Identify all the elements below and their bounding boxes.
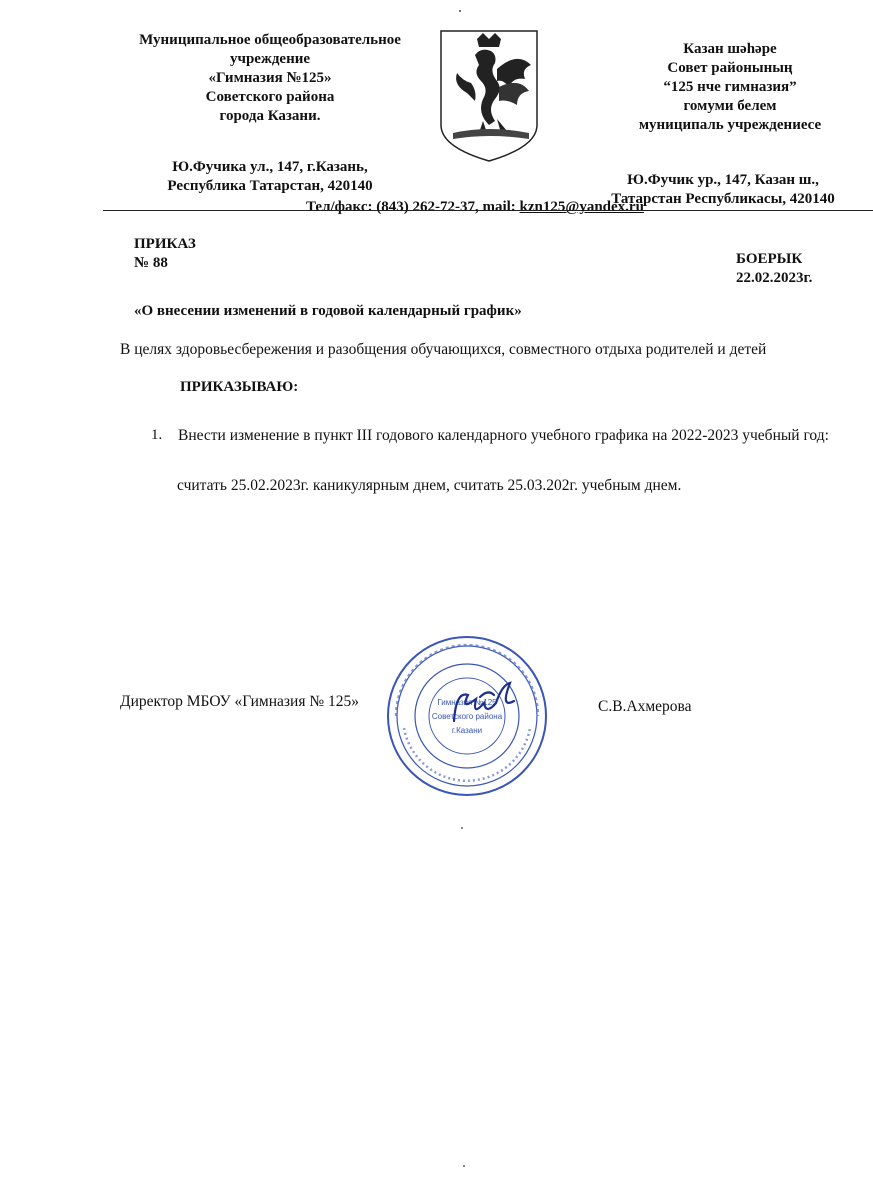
coat-of-arms-emblem: [437, 29, 545, 163]
order-preamble: В целях здоровьесбережения и разобщения обучающихся, совместного отдыха родителей и детей: [120, 341, 767, 358]
order-number: № 88: [134, 255, 168, 271]
left-org-block: [103, 31, 437, 126]
right-org-line: муниципаль учреждениесе: [638, 117, 822, 133]
order-title-tatar: БОЕРЫК: [736, 251, 803, 267]
contact-phone-fax: Тел/факс: (843) 262-72-37, mail:: [306, 199, 520, 215]
right-address-line: Ю.Фучик ур., 147, Казан ш.,: [627, 172, 819, 188]
stamp-line: Гимназия №125: [437, 698, 497, 707]
order-directive: ПРИКАЗЫВАЮ:: [180, 379, 299, 395]
scan-speck: [461, 827, 463, 829]
contact-email-link[interactable]: kzn125@yandex.ru: [519, 199, 644, 215]
round-stamp-icon: [384, 633, 550, 799]
left-org-line: Муниципальное общеобразовательное: [139, 32, 401, 48]
left-org-line: города Казани.: [219, 108, 321, 124]
list-item-text: Внести изменение в пункт III годового календарного учебного графика на 2022-2023 учебный год:: [178, 427, 829, 444]
right-address-line: Татарстан Республикасы, 420140: [611, 191, 835, 207]
scan-speck: [459, 10, 461, 12]
left-address-line: Ю.Фучика ул., 147, г.Казань,: [172, 159, 368, 175]
scan-speck: [463, 1165, 465, 1167]
contact-line: [306, 198, 644, 217]
right-org-line: гомуми белем: [683, 98, 777, 114]
order-date: 22.02.2023г.: [736, 270, 813, 286]
right-org-block: [580, 40, 873, 135]
right-org-line: Казан шәһәре: [683, 41, 777, 57]
signature-name: С.В.Ахмерова: [598, 698, 692, 715]
order-subject: «О внесении изменений в годовой календарный график»: [134, 303, 522, 319]
list-item-number: 1.: [151, 427, 163, 443]
left-org-line: Советского района: [205, 89, 335, 105]
header-divider: [103, 210, 873, 211]
order-title: ПРИКАЗ: [134, 236, 196, 252]
left-address-block: [103, 158, 437, 196]
stamp-line: г.Казани: [451, 726, 483, 735]
signature-position: Директор МБОУ «Гимназия № 125»: [120, 693, 360, 710]
right-org-line: “125 нче гимназия”: [663, 79, 797, 95]
left-address-line: Республика Татарстан, 420140: [167, 178, 373, 194]
stamp-line: Советского района: [431, 712, 503, 721]
dragon-emblem-icon: [437, 29, 545, 163]
official-stamp: [384, 633, 550, 799]
left-org-line: «Гимназия №125»: [208, 70, 332, 86]
right-org-line: Совет районының: [667, 60, 793, 76]
left-org-line: учреждение: [229, 51, 311, 67]
list-item-detail: считать 25.02.2023г. каникулярным днем, считать 25.03.202г. учебным днем.: [177, 477, 682, 494]
